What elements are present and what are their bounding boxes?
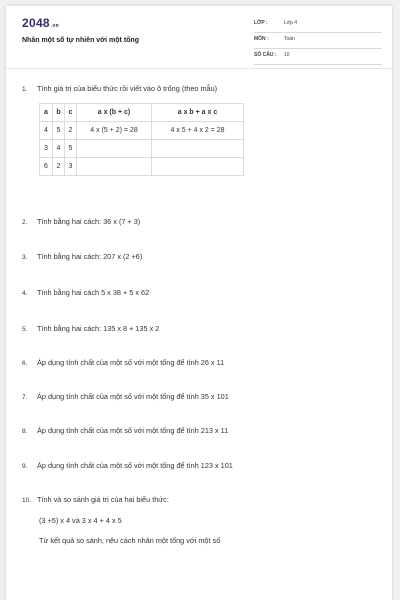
question-3: 3. Tính bằng hai cách: 207 x (2 +6)	[22, 252, 143, 261]
table-cell: 4 x 5 + 4 x 2 = 28	[152, 122, 244, 140]
table-row	[40, 140, 244, 158]
table-cell: 4	[53, 140, 65, 158]
table-cell: 2	[65, 122, 77, 140]
site-logo[interactable]: 2048.vn	[22, 16, 60, 30]
table-cell: 6	[40, 158, 53, 176]
question-10-expressions: (3 +5) x 4 và 3 x 4 + 4 x 5	[39, 516, 122, 525]
table-cell-empty	[152, 158, 244, 176]
question-1: 1. Tính giá trị của biểu thức rồi viết vào ô trống (theo mẫu)	[22, 84, 218, 93]
table-cell: 3	[40, 140, 53, 158]
question-10: 10. Tính và so sánh giá trị của hai biểu thức:	[22, 495, 169, 504]
worksheet-title: Nhân một số tự nhiên với một tổng	[22, 37, 139, 44]
table-cell: 4 x (5 + 2) = 28	[77, 122, 152, 140]
table-cell-empty	[77, 158, 152, 176]
table-header: b	[53, 104, 65, 122]
question-10-instruction: Từ kết quả so sánh, nêu cách nhân một tổng với một số	[39, 536, 221, 545]
meta-question-count: SỐ CÂU : 10	[254, 50, 382, 65]
table-header: a x b + a x c	[152, 104, 244, 122]
table-header: a x (b + c)	[77, 104, 152, 122]
question-5: 5. Tính bằng hai cách: 135 x 8 + 135 x 2	[22, 324, 160, 333]
table-header-row	[40, 104, 244, 122]
table-row	[40, 122, 244, 140]
question-2: 2. Tính bằng hai cách: 36 x (7 + 3)	[22, 217, 141, 226]
table-cell-empty	[77, 140, 152, 158]
meta-class: LỚP : Lớp 4	[254, 18, 382, 33]
table-row	[40, 158, 244, 176]
table-cell: 5	[53, 122, 65, 140]
table-header: a	[40, 104, 53, 122]
table-cell-empty	[152, 140, 244, 158]
question-8: 8. Áp dụng tính chất của một số với một tổng để tính 213 x 11	[22, 426, 229, 435]
table-header: c	[65, 104, 77, 122]
worksheet-page	[6, 6, 392, 600]
question-4: 4. Tính bằng hai cách 5 x 38 + 5 x 62	[22, 288, 150, 297]
table-cell: 4	[40, 122, 53, 140]
meta-subject: MÔN : Toán	[254, 34, 382, 49]
table-cell: 2	[53, 158, 65, 176]
expression-table	[39, 103, 244, 176]
question-9: 9. Áp dụng tính chất của một số với một tổng để tính 123 x 101	[22, 461, 233, 470]
worksheet-header	[6, 6, 392, 69]
question-6: 6. Áp dụng tính chất của một số với một tổng để tính 26 x 11	[22, 358, 225, 367]
table-cell: 5	[65, 140, 77, 158]
table-cell: 3	[65, 158, 77, 176]
question-7: 7. Áp dụng tính chất của một số với một tổng để tính 35 x 101	[22, 392, 229, 401]
